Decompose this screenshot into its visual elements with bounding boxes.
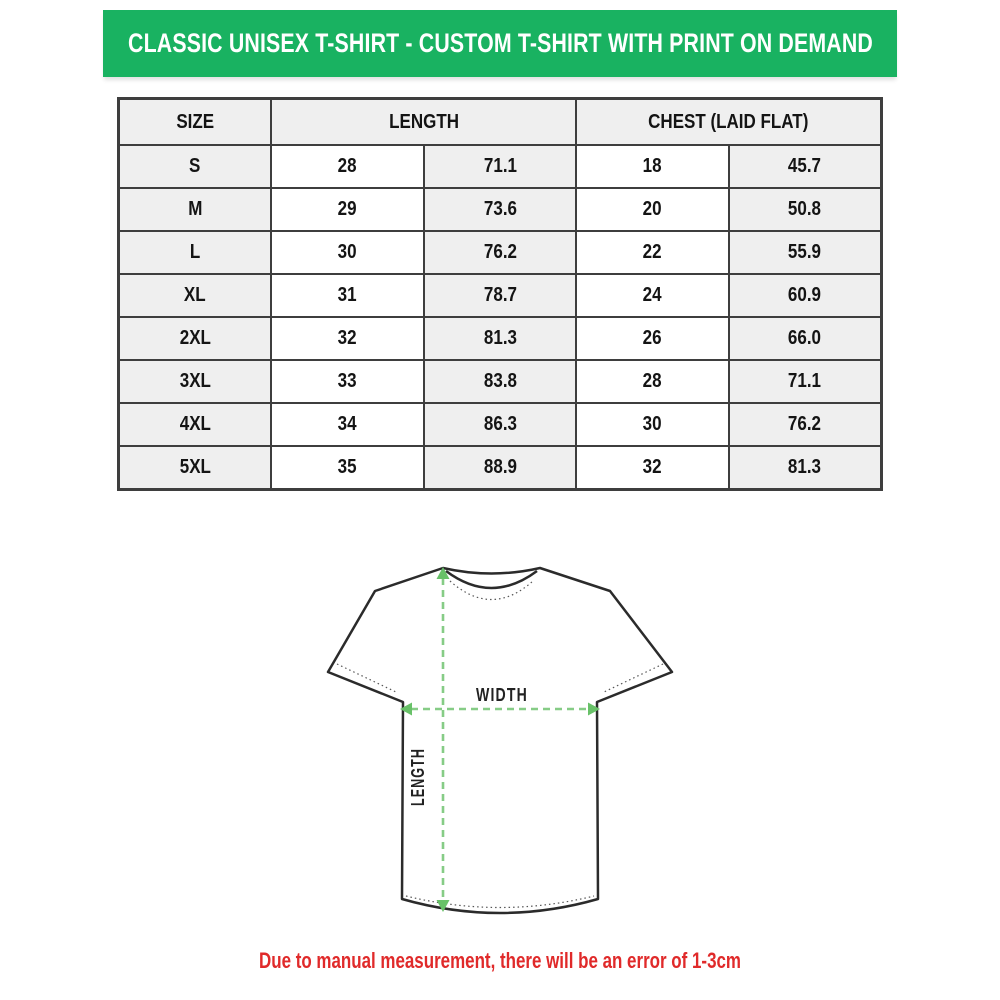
cell-length_cm: 81.3 xyxy=(424,317,577,360)
cell-chest_cm: 66.0 xyxy=(729,317,882,360)
cell-chest_cm: 45.7 xyxy=(729,145,882,188)
title-banner xyxy=(103,10,897,77)
cell-length_in: 30 xyxy=(271,231,424,274)
table-row xyxy=(119,188,882,231)
cell-length_in: 35 xyxy=(271,446,424,490)
cell-length_in: 34 xyxy=(271,403,424,446)
cell-length_in: 32 xyxy=(271,317,424,360)
cell-length_in: 29 xyxy=(271,188,424,231)
length-label: LENGTH xyxy=(408,723,428,806)
tshirt-diagram-svg xyxy=(300,545,700,945)
cell-size: XL xyxy=(119,274,272,317)
cell-length_in: 28 xyxy=(271,145,424,188)
cell-length_in: 31 xyxy=(271,274,424,317)
table-row xyxy=(119,317,882,360)
cell-length_cm: 86.3 xyxy=(424,403,577,446)
cell-chest_in: 24 xyxy=(576,274,729,317)
cell-size: 3XL xyxy=(119,360,272,403)
measurement-disclaimer xyxy=(0,948,1000,974)
cell-chest_cm: 81.3 xyxy=(729,446,882,490)
column-header-length: LENGTH xyxy=(271,99,576,146)
cell-chest_cm: 55.9 xyxy=(729,231,882,274)
cell-chest_in: 32 xyxy=(576,446,729,490)
cell-size: M xyxy=(119,188,272,231)
cell-size: 4XL xyxy=(119,403,272,446)
tshirt-outline xyxy=(328,568,672,913)
size-chart-header xyxy=(119,99,882,146)
cell-length_cm: 78.7 xyxy=(424,274,577,317)
cell-chest_in: 18 xyxy=(576,145,729,188)
cell-size: 5XL xyxy=(119,446,272,490)
cell-chest_in: 26 xyxy=(576,317,729,360)
table-row xyxy=(119,274,882,317)
cell-chest_in: 20 xyxy=(576,188,729,231)
table-row xyxy=(119,360,882,403)
cell-chest_cm: 76.2 xyxy=(729,403,882,446)
cell-length_cm: 88.9 xyxy=(424,446,577,490)
size-chart-table xyxy=(117,97,883,491)
cell-chest_in: 30 xyxy=(576,403,729,446)
column-header-size: SIZE xyxy=(119,99,272,146)
cell-length_in: 33 xyxy=(271,360,424,403)
cell-length_cm: 76.2 xyxy=(424,231,577,274)
table-row xyxy=(119,446,882,490)
cell-size: 2XL xyxy=(119,317,272,360)
cell-chest_cm: 71.1 xyxy=(729,360,882,403)
cell-length_cm: 71.1 xyxy=(424,145,577,188)
header-row xyxy=(119,99,882,146)
cell-length_cm: 73.6 xyxy=(424,188,577,231)
cell-size: S xyxy=(119,145,272,188)
cell-chest_in: 28 xyxy=(576,360,729,403)
cell-length_cm: 83.8 xyxy=(424,360,577,403)
tshirt-measurement-diagram xyxy=(300,545,700,945)
width-label: WIDTH xyxy=(476,685,528,705)
size-chart-body xyxy=(119,145,882,490)
cell-chest_in: 22 xyxy=(576,231,729,274)
cell-chest_cm: 60.9 xyxy=(729,274,882,317)
cell-size: L xyxy=(119,231,272,274)
cell-chest_cm: 50.8 xyxy=(729,188,882,231)
measurement-disclaimer-text: Due to manual measurement, there will be an error of 1-3cm xyxy=(259,948,741,973)
page-title: CLASSIC UNISEX T-SHIRT - CUSTOM T-SHIRT WITH PRINT ON DEMAND xyxy=(127,28,873,58)
column-header-chest: CHEST (LAID FLAT) xyxy=(576,99,881,146)
table-row xyxy=(119,403,882,446)
table-row xyxy=(119,145,882,188)
table-row xyxy=(119,231,882,274)
